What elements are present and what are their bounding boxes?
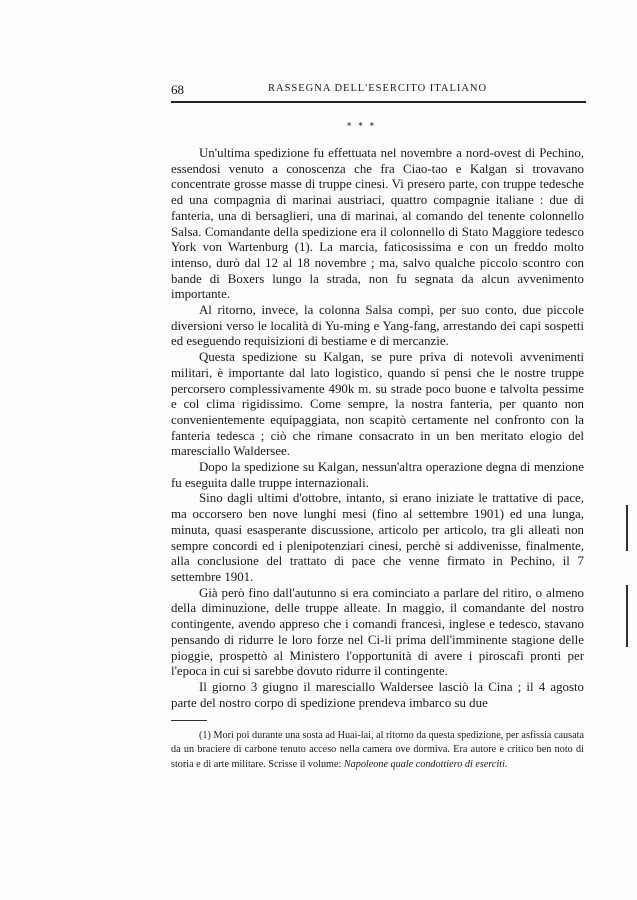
paragraph: Il giorno 3 giugno il maresciallo Waldersee lasciò la Cina ; il 4 agosto parte del nostro corpo di spedizione prendeva imbarco su due	[171, 679, 584, 710]
paragraph: Sino dagli ultimi d'ottobre, intanto, si erano iniziate le trattative di pace, ma occorsero ben nove lunghi mesi (fino al settembre 1901) ed una lunga, minuta, quasi esasperante discussione, articolo per articolo, tra gli alleati non sempre concordi ed i plenipotenziari cinesi, perchè si addivenisse, finalmente, alla conclusione del trattato di pace che venne firmato in Pechino, il 7 settembre 1901.	[171, 491, 584, 584]
paragraph: Dopo la spedizione su Kalgan, nessun'altra operazione degna di menzione fu eseguita dalle truppe internazionali.	[171, 460, 584, 490]
section-ornament: * * *	[346, 122, 377, 132]
running-title: RASSEGNA DELL'ESERCITO ITALIANO	[268, 83, 488, 94]
footnote	[171, 729, 584, 772]
header-rule	[171, 101, 586, 103]
page-number: 68	[171, 82, 184, 97]
paragraph: Un'ultima spedizione fu effettuata nel novembre a nord-ovest di Pechino, essendosi venuto a conoscenza che fra Ciao-tao e Kalgan si trovavano concentrate grosse masse di truppe cinesi. Vi presero parte, con truppe tedesche ed una compagnia di marinai austriaci, quattro compagnie italiane : due di fanteria, una di bersaglieri, una di marinai, al comando del tenente colonnello Salsa. Comandante della spedizione era il colonnello di Stato Maggiore tedesco York von Wartenburg (1). La marcia, faticosissima e con un freddo molto intenso, durò dal 12 al 18 novembre ; ma, salvo qualche piccolo scontro con bande di Boxers lungo la strada, non fu segnata da alcun avvenimento importante.	[171, 146, 584, 302]
paragraph: Già però fino dall'autunno si era cominciato a parlare del ritiro, o almeno della diminuzione, delle truppe alleate. In maggio, il comandante del nostro contingente, avendo appreso che i comandi francesi, inglese e tedesco, stavano pensando di ridurre le loro forze nel Ci-li prima dell'imminente stagione delle pioggie, prospettò al Ministero l'opportunità di avere i piroscafi pronti per l'epoca in cui si sarebbe dovuto ridurre il contingente.	[171, 585, 584, 679]
paragraph: Questa spedizione su Kalgan, se pure priva di notevoli avvenimenti militari, è importante dal lato logistico, quando si pensi che le nostre truppe percorsero complessivamente 490k m. su strade poco buone e talvolta pessime e col clima rigidissimo. Come sempre, la nostra fanteria, per quanto non convenientemente equipaggiata, non scapitò certamente nel confronto con la fanteria tedesca ; ciò che rimane consacrato in un ben meritato elogio del maresciallo Waldersee.	[171, 350, 584, 459]
margin-mark	[626, 585, 628, 647]
footnote-book-title: Napoleone quale condottiero di eserciti.	[343, 758, 508, 770]
body-text	[171, 146, 584, 711]
page-header	[171, 80, 584, 100]
paragraph: Al ritorno, invece, la colonna Salsa compì, per suo conto, due piccole diversioni verso le località di Yu-ming e Yang-fang, arrestando dei capi sospetti ed eseguendo requisizioni di bestiame e di mercanzie.	[171, 303, 584, 349]
margin-mark	[626, 505, 628, 551]
footnote-text: (1) Morì poi durante una sosta ad Huai-lai, al ritorno da questa spedizione, per asfissia causata da un braciere di carbone tenuto acceso nella camera ove dormiva. Era autore e critico ben noto di storia e di arte militare. Scrisse il volume:	[171, 730, 584, 770]
footnotes	[171, 729, 584, 772]
footnote-rule	[171, 720, 207, 721]
